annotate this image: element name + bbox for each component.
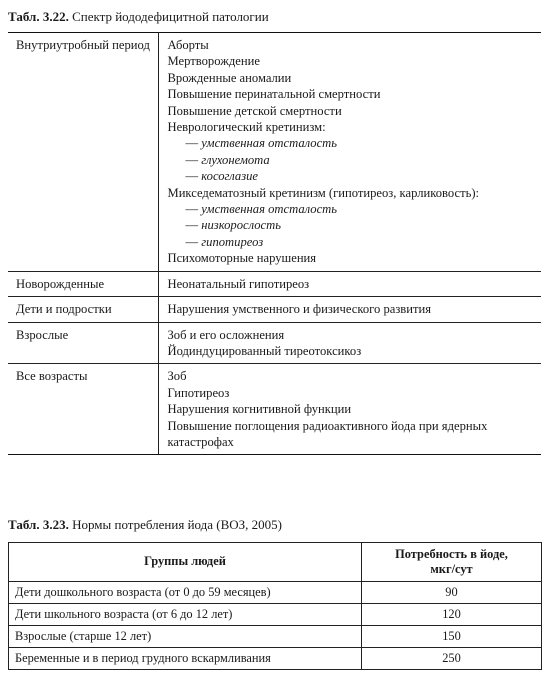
pathology-subitem: — низкорослость (168, 217, 536, 233)
people-group-cell: Взрослые (старше 12 лет) (9, 626, 362, 648)
age-group-cell: Все возрасты (8, 364, 158, 455)
pathology-subitem: — гипотиреоз (168, 234, 536, 250)
age-group-cell: Внутриутробный период (8, 33, 158, 272)
pathology-item: Неонатальный гипотиреоз (167, 276, 310, 291)
pathology-item: Гипотиреоз (167, 385, 230, 400)
age-group-cell: Новорожденные (8, 271, 158, 296)
iodine-intake-norms-table (8, 542, 542, 670)
iodine-intake-norms-body (9, 582, 542, 670)
pathology-item: Микседематозный кретинизм (гипотиреоз, карликовость): (167, 185, 480, 200)
table-row (9, 604, 542, 626)
column-header-groups: Группы людей (9, 543, 362, 582)
pathology-list-cell (158, 297, 541, 322)
pathology-list-cell (158, 322, 541, 364)
pathology-subitem: — косоглазие (168, 168, 536, 184)
table-row (9, 626, 542, 648)
iodine-deficiency-spectrum-table (8, 32, 541, 455)
pathology-item: Повышение детской смертности (167, 103, 342, 118)
age-group-cell: Дети и подростки (8, 297, 158, 322)
table-row (8, 271, 541, 296)
people-group-cell: Дети школьного возраста (от 6 до 12 лет) (9, 604, 362, 626)
table-row (8, 322, 541, 364)
pathology-item: Неврологический кретинизм: (167, 120, 326, 135)
table-row (8, 33, 541, 272)
pathology-subitem: — умственная отсталость (168, 135, 536, 151)
pathology-subitem: — умственная отсталость (168, 201, 536, 217)
pathology-item: Аборты (167, 38, 209, 52)
pathology-item: Нарушения когнитивной функции (167, 402, 352, 417)
iodine-deficiency-spectrum-body (8, 33, 541, 455)
table-3-23-caption (8, 517, 282, 533)
column-header-requirement-line2: мкг/сут (430, 562, 473, 576)
pathology-item: Йодиндуцированный тиреотоксикоз (167, 343, 362, 358)
pathology-list-cell (158, 364, 541, 455)
pathology-item: Нарушения умственного и физического развития (167, 302, 432, 317)
column-header-requirement (362, 543, 542, 582)
iodine-requirement-cell: 120 (362, 604, 542, 626)
iodine-requirement-cell: 250 (362, 648, 542, 670)
age-group-cell: Взрослые (8, 322, 158, 364)
table-row (8, 364, 541, 455)
column-header-requirement-line1: Потребность в йоде, (395, 546, 508, 561)
people-group-cell: Дети дошкольного возраста (от 0 до 59 месяцев) (9, 582, 362, 604)
pathology-item: Зоб и его осложнения (167, 327, 285, 342)
pathology-item: Мертворождение (167, 54, 260, 69)
pathology-item: Повышение поглощения радиоактивного йода при ядерных катастрофах (167, 418, 488, 449)
table-row (8, 297, 541, 322)
table-3-23-number: Табл. 3.23. (8, 517, 69, 532)
people-group-cell: Беременные и в период грудного вскармливания (9, 648, 362, 670)
table-header-row (9, 543, 542, 582)
pathology-subitem: — глухонемота (168, 152, 536, 168)
table-3-22-number: Табл. 3.22. (8, 9, 69, 24)
pathology-item: Врожденные аномалии (167, 70, 292, 85)
table-row (9, 648, 542, 670)
table-3-23-title: Нормы потребления йода (ВОЗ, 2005) (72, 517, 283, 532)
table-3-22-title: Спектр йододефицитной патологии (72, 9, 269, 24)
iodine-requirement-cell: 150 (362, 626, 542, 648)
pathology-list-cell (158, 33, 541, 272)
table-3-22-caption (8, 9, 269, 25)
table-row (9, 582, 542, 604)
pathology-item: Психомоторные нарушения (167, 251, 317, 266)
iodine-requirement-cell: 90 (362, 582, 542, 604)
pathology-list-cell (158, 271, 541, 296)
pathology-item: Зоб (167, 369, 187, 384)
pathology-item: Повышение перинатальной смертности (167, 87, 381, 102)
